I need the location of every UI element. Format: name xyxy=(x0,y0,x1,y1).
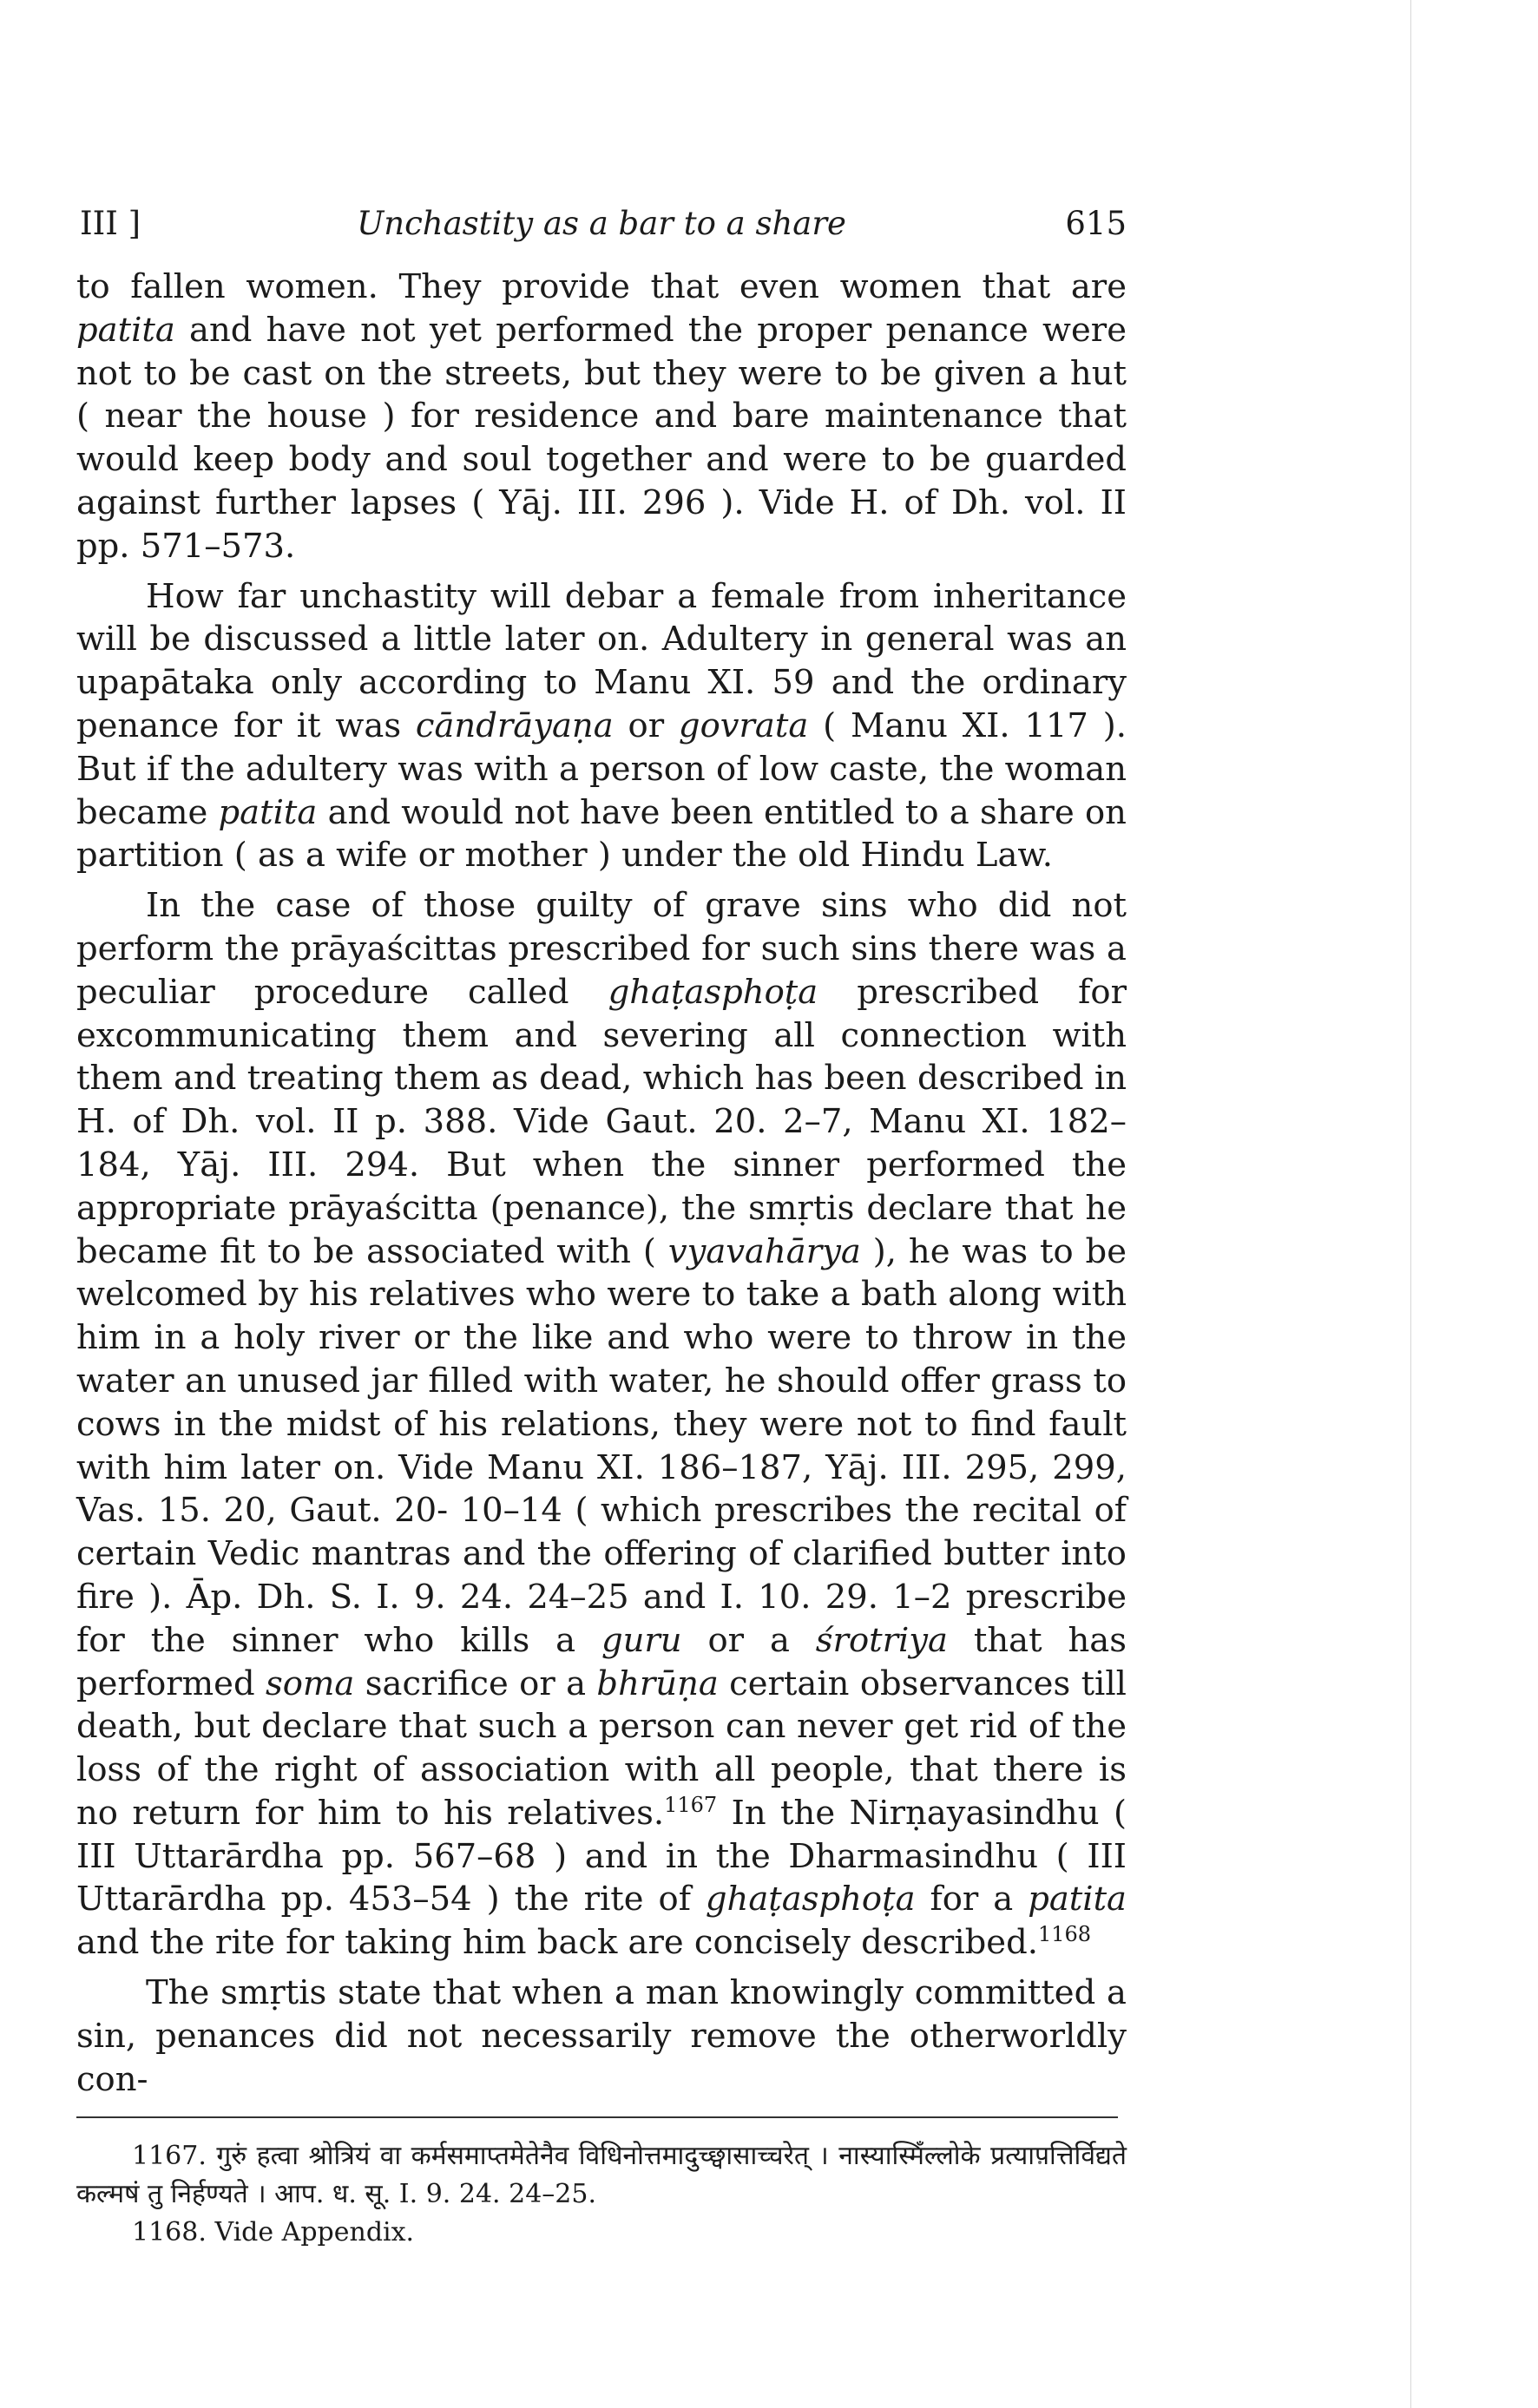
text-run: or a xyxy=(681,1620,816,1660)
italic-term: cāndrāyaṇa xyxy=(415,705,614,745)
text-run: ), he was to be welcomed by his relatives who were to take a bath along with him in a holy river or the like and who were to throw in the water an unused jar filled with water, he should offer grass to cows in the midst of his relations, they were not to find fault with him later on. Vide Manu XI. 186–187, Yāj. III. 295, 299, Vas. 15. 20, Gaut. 20- 10–14 ( which prescribes the recital of certain Vedic mantras and the offering of clarified butter into fire ). Āp. Dh. S. I. 9. 24. 24–25 and I. 10. 29. 1–2 prescribe for the sinner who kills a xyxy=(76,1231,1127,1660)
paragraph-3 xyxy=(76,884,1127,1965)
paragraph-1 xyxy=(76,266,1127,568)
italic-term: vyavahārya xyxy=(667,1231,861,1271)
text-run: In the case of those guilty of grave sins who did not perform the prāyaścittas prescribed for such sins there was a peculiar procedure called xyxy=(76,886,1127,1012)
text-run: The smṛtis state that when a man knowingly committed a sin, penances did not necessarily remove the otherworldly con- xyxy=(76,1973,1127,2099)
footnotes xyxy=(76,2137,1127,2252)
text-run: or xyxy=(613,705,679,745)
italic-term: patita xyxy=(1028,1880,1127,1919)
italic-term: patita xyxy=(76,310,175,350)
paragraph-4 xyxy=(76,1972,1127,2101)
italic-term: govrata xyxy=(678,705,809,745)
footnote-1168 xyxy=(76,2214,1127,2252)
text-run: prescribed for excommunicating them and severing all connection with them and treating them as dead, which has been described in H. of Dh. vol. II p. 388. Vide Gaut. 20. 2–7, Manu XI. 182–184, Yāj. III. 294. But when the sinner performed the appropriate prāyaścitta (penance), the smṛtis declare that he became fit to be associated with ( xyxy=(76,972,1127,1271)
scan-edge-line xyxy=(1410,0,1411,2408)
footnote-reference: 1167 xyxy=(664,1792,718,1817)
text-run: How far unchastity will debar a female from inheritance will be discussed a little later on. Adultery in general was an upapātaka only according to Manu XI. 59 and the ordinary penance for it was xyxy=(76,576,1127,745)
footnote-number: 1167. xyxy=(132,2141,207,2172)
italic-term: patita xyxy=(218,792,318,832)
italic-term: guru xyxy=(601,1620,682,1660)
text-run: for a xyxy=(915,1880,1029,1919)
italic-term: bhrūṇa xyxy=(596,1663,719,1703)
body-text xyxy=(76,266,1127,2101)
italic-term: śrotriya xyxy=(815,1620,949,1660)
footnote-1167 xyxy=(76,2137,1127,2214)
text-run: and have not yet performed the proper penance were not to be cast on the streets, but they were to be given a hut ( near the house ) for residence and bare maintenance that would keep body and soul together and were to be guarded against further lapses ( Yāj. III. 296 ). Vide H. of Dh. vol. II pp. 571–573. xyxy=(76,310,1127,566)
italic-term: ghaṭasphoṭa xyxy=(608,972,818,1012)
text-run: and the rite for taking him back are concisely described. xyxy=(76,1923,1038,1963)
footnote-number: 1168. xyxy=(132,2217,207,2248)
footnote-text: गुरुं हत्वा श्रोत्रियं वा कर्मसमाप्तमेतेनैव विधिनोत्तमादुच्छ्वासाच्चरेत् । नास्यास्मिँल्लोके प्रत्यापत्तिर्विद्यते कल्मषं तु निर्हण्यते । आप. ध. सू. I. 9. 24. 24–25. xyxy=(76,2141,1127,2210)
italic-term: ghaṭasphoṭa xyxy=(705,1880,916,1919)
text-run: and would not have been entitled to a share on partition ( as a wife or mother ) under the old Hindu Law. xyxy=(76,792,1127,876)
text-run: certain observances till death, but declare that such a person can never get rid of the loss of the right of association with all people, that there is no return for him to his relatives. xyxy=(76,1663,1127,1833)
italic-term: soma xyxy=(265,1663,355,1703)
section-number: III ] xyxy=(80,205,141,242)
text-run: that has performed xyxy=(76,1620,1127,1703)
book-page xyxy=(76,201,1127,2252)
running-title: Unchastity as a bar to a share xyxy=(357,205,846,242)
text-run: sacrifice or a xyxy=(354,1663,597,1703)
footnote-reference: 1168 xyxy=(1037,1922,1092,1947)
paragraph-2 xyxy=(76,575,1127,878)
text-run: ( Manu XI. 117 ). But if the adultery was with a person of low caste, the woman became xyxy=(76,705,1127,832)
running-header xyxy=(76,201,1127,253)
text-run: In the Nirṇayasindhu ( III Uttarārdha pp. 567–68 ) and in the Dharmasindhu ( III Uttarārdha pp. 453–54 ) the rite of xyxy=(76,1793,1127,1919)
page-number: 615 xyxy=(1065,205,1127,242)
footnote-divider xyxy=(76,2116,1118,2118)
text-run: to fallen women. They provide that even women that are xyxy=(76,267,1127,306)
footnote-text: Vide Appendix. xyxy=(214,2217,415,2248)
